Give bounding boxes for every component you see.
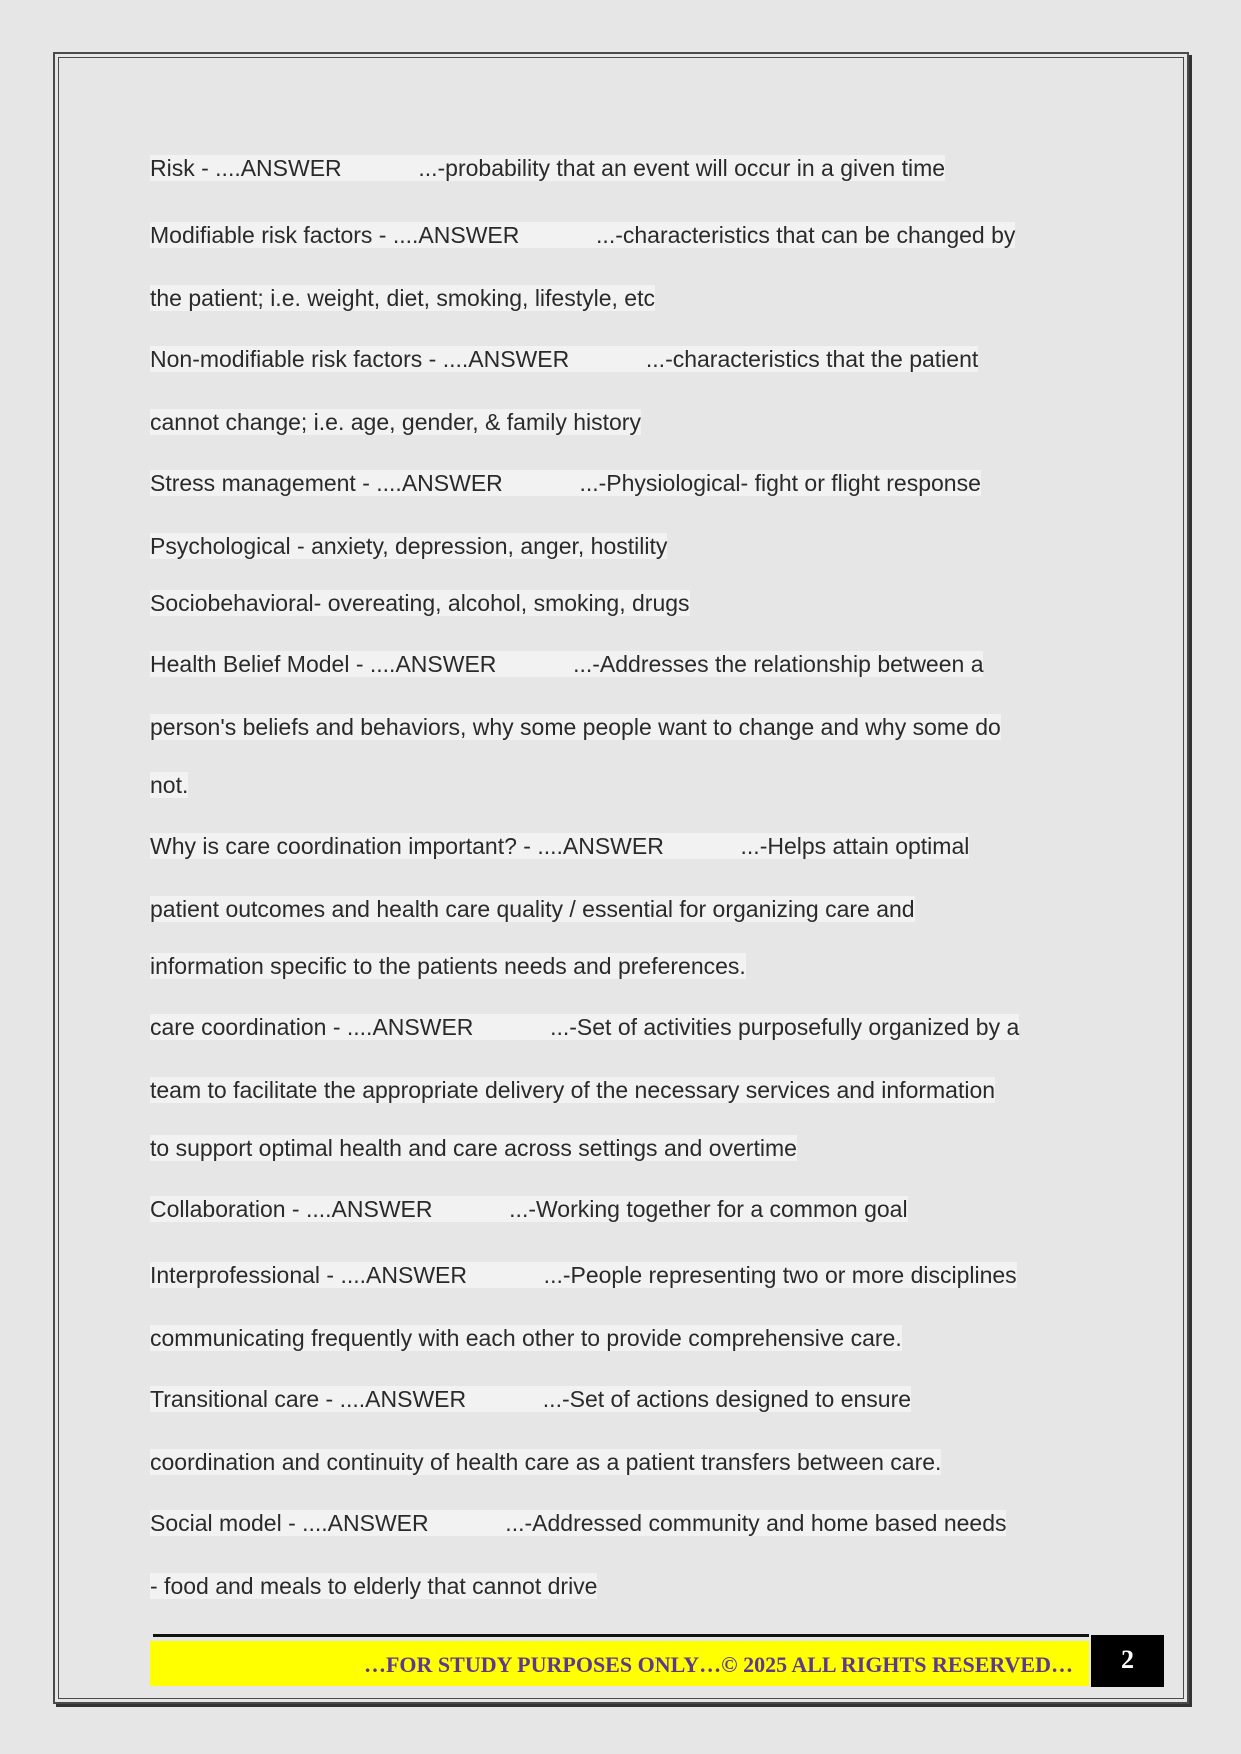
text-line bbox=[150, 405, 641, 439]
line-text: the patient; i.e. weight, diet, smoking, lifestyle, etc bbox=[150, 285, 655, 311]
text-line bbox=[150, 768, 188, 802]
text-line bbox=[150, 1010, 1019, 1044]
line-text: care coordination - ....ANSWER ...-Set of activities purposefully organized by a bbox=[150, 1014, 1020, 1040]
text-line bbox=[150, 529, 667, 563]
line-text: person's beliefs and behaviors, why some people want to change and why some do bbox=[150, 714, 1001, 740]
text-line bbox=[150, 1073, 995, 1107]
text-line bbox=[150, 1382, 911, 1416]
text-line bbox=[150, 1569, 597, 1603]
text-line bbox=[150, 1506, 1006, 1540]
text-line bbox=[150, 1445, 941, 1479]
text-line bbox=[150, 949, 746, 983]
text-line bbox=[150, 342, 978, 376]
line-text: information specific to the patients needs and preferences. bbox=[150, 953, 746, 979]
line-text: Non-modifiable risk factors - ....ANSWER ...-characteristics that the patient bbox=[150, 346, 979, 372]
text-line bbox=[150, 710, 1001, 744]
line-text: Modifiable risk factors - ....ANSWER ...-characteristics that can be changed by bbox=[150, 222, 1016, 248]
text-line bbox=[150, 151, 945, 185]
text-line bbox=[150, 466, 981, 500]
line-text: Psychological - anxiety, depression, anger, hostility bbox=[150, 533, 668, 559]
text-line bbox=[150, 586, 690, 620]
line-text: Interprofessional - ....ANSWER ...-People representing two or more disciplines bbox=[150, 1262, 1017, 1288]
line-text: Stress management - ....ANSWER ...-Physiological- fight or flight response bbox=[150, 470, 981, 496]
line-text: Sociobehavioral- overeating, alcohol, smoking, drugs bbox=[150, 590, 690, 616]
line-text: patient outcomes and health care quality / essential for organizing care and bbox=[150, 896, 915, 922]
text-line bbox=[150, 1131, 797, 1165]
text-line bbox=[150, 647, 983, 681]
line-text: Transitional care - ....ANSWER ...-Set of actions designed to ensure bbox=[150, 1386, 912, 1412]
line-text: not. bbox=[150, 772, 189, 798]
line-text: Collaboration - ....ANSWER ...-Working together for a common goal bbox=[150, 1196, 908, 1222]
text-line bbox=[150, 1321, 902, 1355]
line-text: cannot change; i.e. age, gender, & family history bbox=[150, 409, 641, 435]
line-text: Health Belief Model - ....ANSWER ...-Addresses the relationship between a bbox=[150, 651, 984, 677]
text-line bbox=[150, 281, 655, 315]
line-text: Social model - ....ANSWER ...-Addressed community and home based needs bbox=[150, 1510, 1007, 1536]
line-text: coordination and continuity of health care as a patient transfers between care. bbox=[150, 1449, 942, 1475]
line-text: to support optimal health and care across settings and overtime bbox=[150, 1135, 797, 1161]
text-line bbox=[150, 218, 1015, 252]
text-line bbox=[150, 829, 969, 863]
text-line bbox=[150, 892, 915, 926]
text-line bbox=[150, 1192, 908, 1226]
page-number: 2 bbox=[1091, 1635, 1164, 1687]
text-line bbox=[150, 1258, 1017, 1292]
footer-band bbox=[150, 1641, 1089, 1686]
footer-rule bbox=[153, 1634, 1089, 1637]
line-text: - food and meals to elderly that cannot drive bbox=[150, 1573, 598, 1599]
line-text: Why is care coordination important? - ....ANSWER ...-Helps attain optimal bbox=[150, 833, 970, 859]
line-text: communicating frequently with each other to provide comprehensive care. bbox=[150, 1325, 902, 1351]
footer-notice: …FOR STUDY PURPOSES ONLY…© 2025 ALL RIGHTS RESERVED… bbox=[363, 1652, 1073, 1677]
line-text: Risk - ....ANSWER ...-probability that an event will occur in a given time bbox=[150, 155, 946, 181]
line-text: team to facilitate the appropriate delivery of the necessary services and information bbox=[150, 1077, 996, 1103]
